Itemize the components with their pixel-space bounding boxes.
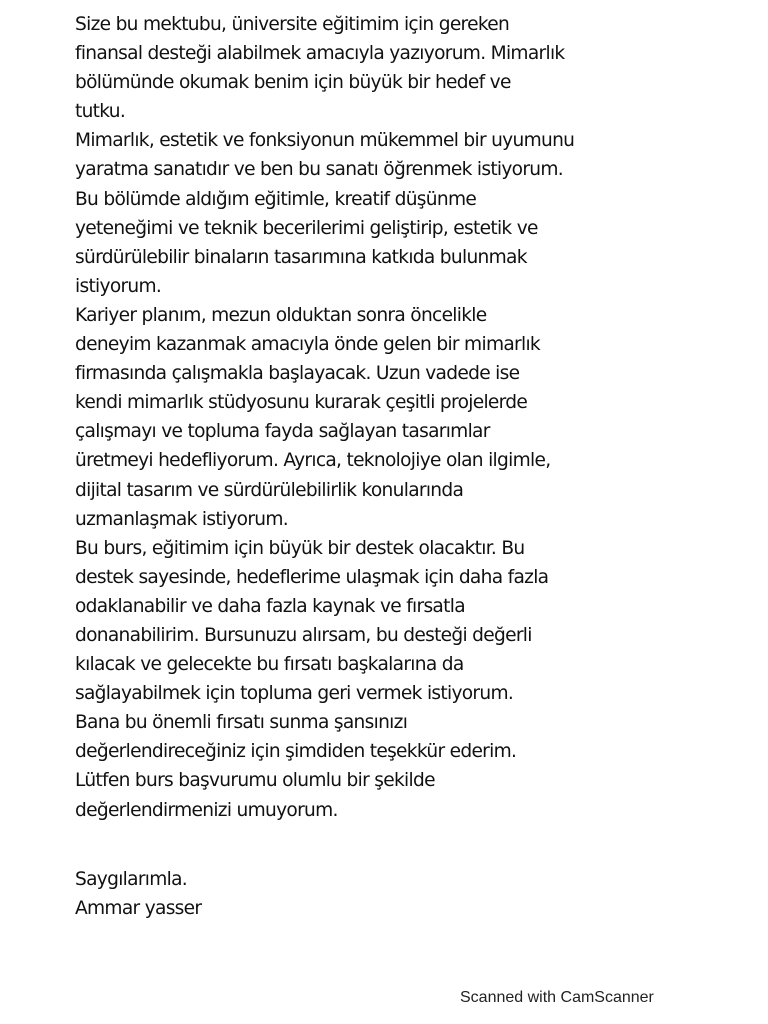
- letter-line: destek sayesinde, hedeflerime ulaşmak için daha fazla: [75, 566, 549, 588]
- letter-line: Mimarlık, estetik ve fonksiyonun mükemmel bir uyumunu: [75, 130, 575, 152]
- letter-line: Bu burs, eğitimim için büyük bir destek olacaktır. Bu: [75, 537, 525, 559]
- letter-line: değerlendireceğiniz için şimdiden teşekkür ederim.: [75, 741, 517, 763]
- letter-line: deneyim kazanmak amacıyla önde gelen bir mimarlık: [75, 334, 540, 356]
- letter-line: dijital tasarım ve sürdürülebilirlik konularında: [75, 479, 464, 501]
- letter-line: üretmeyi hedefliyorum. Ayrıca, teknolojiye olan ilgimle,: [75, 450, 551, 472]
- letter-line: yaratma sanatıdır ve ben bu sanatı öğrenmek istiyorum.: [75, 159, 564, 181]
- letter-line: yeteneğimi ve teknik becerilerimi geliştirip, estetik ve: [75, 217, 538, 239]
- letter-line: donanabilirim. Bursunuzu alırsam, bu desteği değerli: [75, 624, 532, 646]
- letter-line: finansal desteği alabilmek amacıyla yazıyorum. Mimarlık: [75, 43, 565, 65]
- letter-closing-block: [75, 865, 475, 923]
- letter-line: odaklanabilir ve daha fazla kaynak ve fırsatla: [75, 595, 465, 617]
- scanner-watermark: Scanned with CamScanner: [460, 989, 654, 1006]
- letter-line: tutku.: [75, 101, 126, 123]
- letter-line: istiyorum.: [75, 275, 162, 297]
- letter-line: sürdürülebilir binaların tasarımına katkıda bulunmak: [75, 246, 527, 268]
- letter-line: sağlayabilmek için topluma geri vermek istiyorum.: [75, 683, 514, 705]
- letter-line: bölümünde okumak benim için büyük bir hedef ve: [75, 72, 511, 94]
- letter-line: değerlendirmenizi umuyorum.: [75, 799, 338, 821]
- letter-line: Bana bu önemli fırsatı sunma şansınızı: [75, 712, 408, 734]
- letter-line: Size bu mektubu, üniversite eğitimim için gereken: [75, 14, 510, 35]
- letter-line: Kariyer planım, mezun olduktan sonra öncelikle: [75, 304, 487, 326]
- letter-line: kendi mimarlık stüdyosunu kurarak çeşitli projelerde: [75, 392, 528, 414]
- letter-line: firmasında çalışmakla başlayacak. Uzun vadede ise: [75, 363, 520, 385]
- signature-name: Ammar yasser: [75, 898, 202, 919]
- letter-line: Lütfen burs başvurumu olumlu bir şekilde: [75, 770, 435, 792]
- letter-line: kılacak ve gelecekte bu fırsatı başkalarına da: [75, 654, 464, 676]
- letter-line: Bu bölümde aldığım eğitimle, kreatif düşünme: [75, 188, 477, 210]
- closing-salutation: Saygılarımla.: [75, 869, 188, 890]
- letter-body: [75, 10, 755, 825]
- letter-line: çalışmayı ve topluma fayda sağlayan tasarımlar: [75, 421, 490, 443]
- letter-line: uzmanlaşmak istiyorum.: [75, 508, 289, 530]
